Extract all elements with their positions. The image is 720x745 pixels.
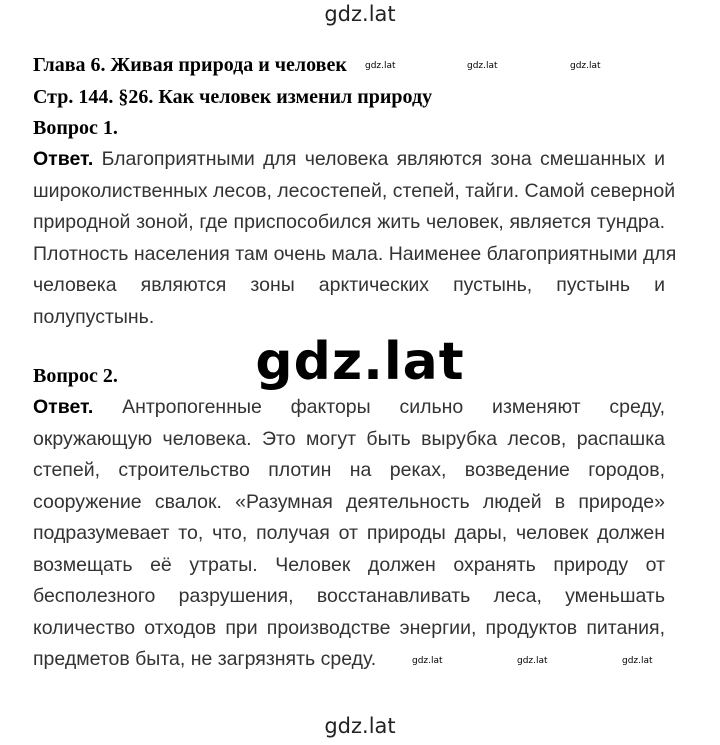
answer-1: [33, 144, 677, 333]
answer-1-line: Плотность населения там очень мала. Наименее благоприятными для: [33, 242, 677, 265]
answer-1-line: человека являются зоны арктических пустынь, пустынь и: [33, 274, 665, 296]
watermark-bottom: gdz.lat: [324, 714, 396, 738]
answer-2-line: предметов быта, не загрязнять среду.: [33, 648, 377, 670]
answer-2-line: количество отходов при производстве энергии, продуктов питания,: [33, 616, 665, 639]
answer-1-line: Ответ. Благоприятными для человека являются зона смешанных и: [33, 148, 665, 170]
answer-1-line: широколиственных лесов, лесостепей, степей, тайги. Самой северной: [33, 179, 676, 202]
answer-1-line: полупустынь.: [33, 305, 155, 328]
watermark-top: gdz.lat: [324, 2, 396, 26]
answer-1-label: Ответ.: [33, 148, 94, 170]
watermark-small: gdz.lat: [517, 656, 548, 666]
answer-2: [33, 392, 665, 676]
answer-2-line: подразумевает то, что, получая от природы дары, человек должен: [33, 522, 665, 544]
answer-2-line: Ответ. Антропогенные факторы сильно изменяют среду,: [33, 396, 665, 418]
watermark-small: gdz.lat: [412, 656, 443, 666]
answer-2-line: степей, строительство плотин на реках, возведение городов,: [33, 459, 665, 481]
answer-2-line: бесполезного разрушения, восстанавливать леса, уменьшать: [33, 585, 665, 607]
answer-2-line: возмещать её утраты. Человек должен охранять природу от: [33, 553, 665, 576]
watermark-small: gdz.lat: [570, 61, 601, 71]
answer-2-label: Ответ.: [33, 396, 94, 418]
watermark-center: gdz.lat: [255, 332, 465, 392]
section-heading: Стр. 144. §26. Как человек изменил природу: [33, 86, 433, 108]
watermark-small: gdz.lat: [622, 656, 653, 666]
answer-2-line: сооружение свалок. «Разумная деятельность людей в природе»: [33, 490, 665, 513]
watermark-small: gdz.lat: [467, 61, 498, 71]
watermark-small: gdz.lat: [365, 61, 396, 71]
question-2-title: Вопрос 2.: [33, 365, 118, 387]
answer-1-line: природной зоной, где приспособился жить человек, является тундра.: [33, 211, 665, 233]
question-1-title: Вопрос 1.: [33, 117, 118, 139]
chapter-heading: Глава 6. Живая природа и человек: [33, 54, 347, 76]
answer-2-line: окружающую человека. Это могут быть вырубка лесов, распашка: [33, 427, 665, 450]
